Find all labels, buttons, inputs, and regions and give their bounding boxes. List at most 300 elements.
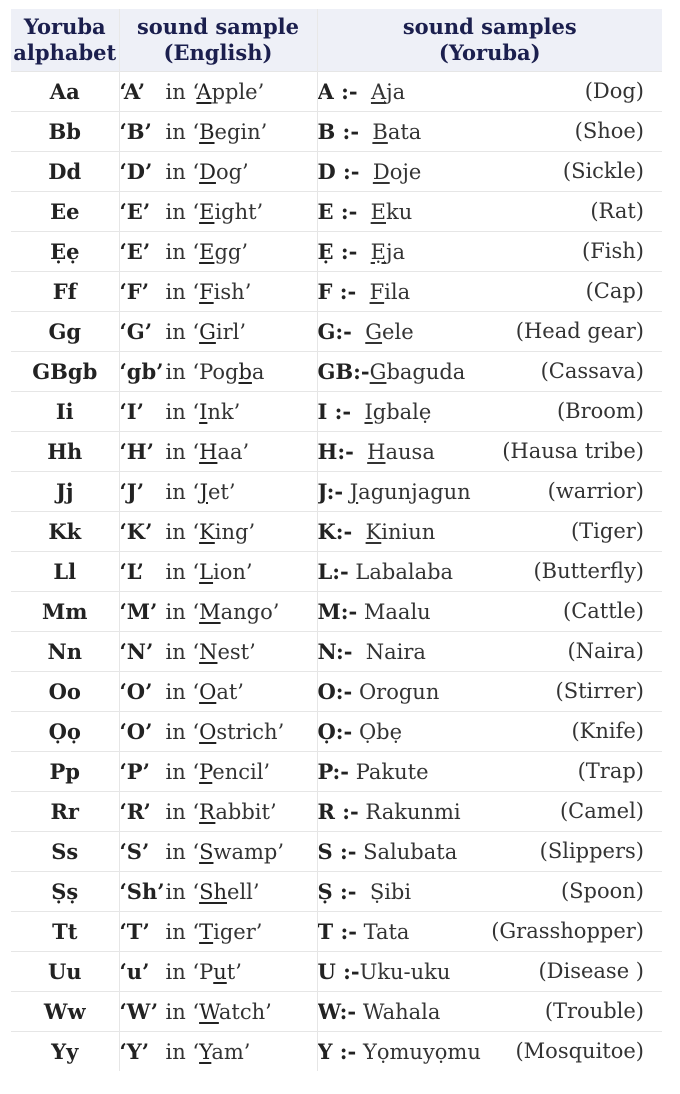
- yoruba-letter-lead: O:-: [317, 679, 353, 704]
- english-sound: ‘D’: [119, 159, 153, 184]
- table-row: [11, 712, 662, 752]
- yoruba-word: Tata: [363, 920, 410, 944]
- yoruba-meaning: (Hausa tribe): [502, 439, 644, 463]
- yoruba-letter-lead: W:-: [317, 999, 357, 1024]
- yoruba-word-space: [356, 880, 369, 904]
- table-header: [11, 9, 662, 72]
- yoruba-word-space: [352, 320, 365, 344]
- english-example-underlined: P: [199, 760, 213, 784]
- yoruba-letter-lead: B :-: [317, 119, 360, 144]
- alphabet-letter: Ww: [11, 992, 119, 1032]
- yoruba-letter-lead: R :-: [317, 799, 359, 824]
- yoruba-sound-sample: [317, 1032, 662, 1072]
- english-example-prefix: in ‘: [165, 880, 200, 904]
- yoruba-word: Naira: [365, 640, 426, 664]
- yoruba-word: oje: [389, 160, 422, 184]
- table-row: [11, 912, 662, 952]
- yoruba-sound-sample: [317, 912, 662, 952]
- alphabet-letter: Ọọ: [11, 712, 119, 752]
- english-example-underlined: E: [199, 240, 215, 264]
- english-sound: ‘I’: [119, 399, 144, 424]
- yoruba-letter-lead: H:-: [317, 439, 354, 464]
- yoruba-meaning: (Sickle): [562, 159, 644, 183]
- english-example-underlined: Sh: [199, 880, 228, 904]
- english-example-prefix: in ‘: [165, 120, 200, 144]
- english-example-prefix: in ‘: [165, 200, 200, 224]
- english-example-suffix: egin’: [214, 120, 268, 144]
- english-example-suffix: et’: [208, 480, 236, 504]
- english-example-underlined: u: [213, 960, 227, 984]
- english-example-underlined: H: [199, 440, 218, 464]
- yoruba-sound-sample: [317, 752, 662, 792]
- yoruba-word: Uku-uku: [359, 960, 451, 984]
- alphabet-letter: Mm: [11, 592, 119, 632]
- english-example-suffix: irl’: [215, 320, 247, 344]
- english-example-prefix: in ‘: [165, 640, 200, 664]
- english-example-prefix: in ‘: [165, 560, 200, 584]
- yoruba-letter-lead: K:-: [317, 519, 353, 544]
- english-sound-sample: [119, 952, 317, 992]
- yoruba-word-space: [349, 760, 356, 784]
- english-sound: ‘P’: [119, 759, 150, 784]
- yoruba-meaning: (Trouble): [544, 999, 644, 1023]
- header-text: (English): [163, 40, 273, 65]
- table-row: [11, 432, 662, 472]
- yoruba-word: gbalẹ: [372, 400, 432, 424]
- english-example-suffix: ango’: [220, 600, 280, 624]
- table-row: [11, 552, 662, 592]
- english-example-suffix: wamp’: [213, 840, 285, 864]
- yoruba-meaning: (Stirrer): [555, 679, 644, 703]
- alphabet-letter: Rr: [11, 792, 119, 832]
- header-text: sound samples: [402, 14, 577, 39]
- yoruba-letter-lead: F :-: [317, 279, 357, 304]
- english-example-prefix: in ‘: [165, 280, 200, 304]
- english-example-prefix: in ‘: [165, 720, 200, 744]
- table-row: [11, 72, 662, 112]
- yoruba-word-space: [356, 1040, 363, 1064]
- english-example-underlined: Y: [199, 1040, 212, 1064]
- header-yoruba-alphabet: [11, 9, 119, 72]
- yoruba-word: Maalu: [363, 600, 431, 624]
- yoruba-meaning: (Butterfly): [533, 559, 644, 583]
- yoruba-word-space: [352, 640, 365, 664]
- english-example-prefix: in ‘: [165, 480, 200, 504]
- header-text: (Yoruba): [438, 40, 541, 65]
- alphabet-letter: Gg: [11, 312, 119, 352]
- yoruba-meaning: (Broom): [556, 399, 644, 423]
- english-sound-sample: [119, 712, 317, 752]
- table-row: [11, 592, 662, 632]
- yoruba-word: iniun: [381, 520, 436, 544]
- table-row: [11, 512, 662, 552]
- yoruba-word: ata: [387, 120, 422, 144]
- alphabet-letter: Yy: [11, 1032, 119, 1072]
- yoruba-word-space: [360, 160, 373, 184]
- alphabet-letter: Nn: [11, 632, 119, 672]
- english-sound: ‘O’: [119, 719, 153, 744]
- english-sound-sample: [119, 232, 317, 272]
- alphabet-letter: Ll: [11, 552, 119, 592]
- english-sound: ‘u’: [119, 959, 150, 984]
- english-sound: ‘gb’: [119, 359, 164, 384]
- yoruba-word-space: [357, 240, 370, 264]
- header-text: sound sample: [136, 14, 300, 39]
- table-row: [11, 1032, 662, 1072]
- yoruba-sound-sample: [317, 672, 662, 712]
- english-sound: ‘B’: [119, 119, 152, 144]
- english-sound: ‘M’: [119, 599, 158, 624]
- yoruba-sound-sample: [317, 512, 662, 552]
- yoruba-letter-lead: L:-: [317, 559, 349, 584]
- english-example-prefix: in ‘: [165, 160, 200, 184]
- header-text: Yoruba: [23, 14, 106, 39]
- yoruba-sound-sample: [317, 992, 662, 1032]
- yoruba-word-space: [354, 440, 367, 464]
- alphabet-letter: Uu: [11, 952, 119, 992]
- english-example-suffix: og’: [215, 160, 249, 184]
- english-example-prefix: in ‘: [165, 840, 200, 864]
- yoruba-letter-lead: Ṣ :-: [317, 879, 357, 904]
- yoruba-sound-sample: [317, 832, 662, 872]
- yoruba-word-underlined: I: [364, 400, 373, 424]
- english-example-suffix: pple’: [211, 80, 265, 104]
- table-row: [11, 872, 662, 912]
- yoruba-meaning: (Knife): [571, 719, 644, 743]
- english-example-underlined: R: [199, 800, 216, 824]
- english-example-prefix: in ‘: [165, 440, 200, 464]
- english-example-underlined: O: [199, 680, 217, 704]
- english-example-underlined: A: [196, 80, 212, 104]
- english-sound-sample: [119, 112, 317, 152]
- yoruba-meaning: (Dog): [584, 79, 644, 103]
- english-example-underlined: I: [199, 400, 208, 424]
- table-row: [11, 152, 662, 192]
- header-text: alphabet: [13, 40, 117, 65]
- yoruba-meaning: (Naira): [567, 639, 644, 663]
- english-example-suffix: gg’: [214, 240, 248, 264]
- english-sound: ‘T’: [119, 919, 150, 944]
- yoruba-word-underlined: G: [365, 320, 383, 344]
- english-example-prefix: in ‘: [165, 520, 200, 544]
- yoruba-word-space: [352, 720, 359, 744]
- english-sound: ‘A’: [119, 79, 146, 104]
- english-example-underlined: N: [199, 640, 218, 664]
- yoruba-word-underlined: Ẹ: [370, 240, 386, 264]
- yoruba-word-underlined: H: [367, 440, 386, 464]
- english-sound: ‘W’: [119, 999, 159, 1024]
- yoruba-sound-sample: [317, 552, 662, 592]
- yoruba-word-space: [343, 480, 350, 504]
- english-example-prefix: in ‘: [165, 400, 200, 424]
- english-example-suffix: am’: [211, 1040, 251, 1064]
- english-sound: ‘S’: [119, 839, 150, 864]
- english-example-suffix: atch’: [218, 1000, 272, 1024]
- yoruba-meaning: (Cassava): [540, 359, 644, 383]
- english-sound-sample: [119, 512, 317, 552]
- alphabet-letter: Pp: [11, 752, 119, 792]
- yoruba-sound-sample: [317, 592, 662, 632]
- english-example-prefix: in ‘: [165, 1000, 200, 1024]
- english-example-suffix: strich’: [216, 720, 285, 744]
- english-sound-sample: [119, 752, 317, 792]
- yoruba-letter-lead: Y :-: [317, 1039, 357, 1064]
- yoruba-sound-sample: [317, 952, 662, 992]
- yoruba-meaning: (Head gear): [515, 319, 644, 343]
- table-row: [11, 672, 662, 712]
- english-example-suffix: t’: [226, 960, 242, 984]
- yoruba-letter-lead: E :-: [317, 199, 358, 224]
- yoruba-word: Yọmuyọmu: [362, 1040, 481, 1064]
- yoruba-letter-lead: D :-: [317, 159, 360, 184]
- table-row: [11, 312, 662, 352]
- yoruba-word-space: [356, 280, 369, 304]
- yoruba-sound-sample: [317, 272, 662, 312]
- english-example-prefix: in ‘: [165, 1040, 200, 1064]
- english-sound-sample: [119, 432, 317, 472]
- english-example-underlined: O: [199, 720, 217, 744]
- english-example-prefix: in ‘: [165, 680, 200, 704]
- english-example-prefix: in ‘P: [165, 960, 214, 984]
- table-row: [11, 632, 662, 672]
- english-example-underlined: S: [199, 840, 214, 864]
- yoruba-word: ele: [382, 320, 414, 344]
- yoruba-letter-lead: A :-: [317, 79, 358, 104]
- english-sound-sample: [119, 552, 317, 592]
- yoruba-word: Ṣibi: [369, 880, 412, 904]
- yoruba-sound-sample: [317, 232, 662, 272]
- english-example-underlined: G: [199, 320, 216, 344]
- yoruba-letter-lead: M:-: [317, 599, 358, 624]
- yoruba-word: Pakute: [355, 760, 429, 784]
- english-sound-sample: [119, 152, 317, 192]
- english-example-underlined: D: [199, 160, 216, 184]
- yoruba-sound-sample: [317, 192, 662, 232]
- yoruba-word: ausa: [385, 440, 435, 464]
- yoruba-meaning: (Fish): [582, 239, 644, 263]
- english-example-suffix: iger’: [213, 920, 263, 944]
- alphabet-letter: Oo: [11, 672, 119, 712]
- yoruba-word-space: [357, 200, 370, 224]
- alphabet-letter: Ii: [11, 392, 119, 432]
- yoruba-meaning: (Mosquitoe): [515, 1039, 644, 1063]
- yoruba-alphabet-table: [11, 9, 662, 1071]
- english-example-suffix: a: [251, 360, 265, 384]
- alphabet-letter: Ṣṣ: [11, 872, 119, 912]
- alphabet-letter: Hh: [11, 432, 119, 472]
- yoruba-sound-sample: [317, 392, 662, 432]
- yoruba-letter-lead: G:-: [317, 319, 352, 344]
- yoruba-sound-sample: [317, 352, 662, 392]
- yoruba-word: Labalaba: [355, 560, 454, 584]
- yoruba-word-space: [357, 600, 364, 624]
- english-sound: ‘K’: [119, 519, 153, 544]
- yoruba-word-space: [359, 120, 372, 144]
- english-sound: ‘G’: [119, 319, 153, 344]
- english-example-suffix: ing’: [214, 520, 256, 544]
- yoruba-meaning: (Cap): [585, 279, 644, 303]
- yoruba-word-underlined: A: [370, 80, 387, 104]
- table-row: [11, 232, 662, 272]
- english-sound-sample: [119, 832, 317, 872]
- alphabet-letter: GBgb: [11, 352, 119, 392]
- yoruba-meaning: (Spoon): [560, 879, 644, 903]
- english-example-suffix: aa’: [217, 440, 250, 464]
- yoruba-letter-lead: P:-: [317, 759, 350, 784]
- yoruba-letter-lead: I :-: [317, 399, 352, 424]
- english-sound: ‘F’: [119, 279, 150, 304]
- yoruba-word: Rakunmi: [365, 800, 461, 824]
- alphabet-letter: Dd: [11, 152, 119, 192]
- yoruba-word-underlined: D: [372, 160, 390, 184]
- yoruba-sound-sample: [317, 152, 662, 192]
- english-sound-sample: [119, 912, 317, 952]
- english-example-underlined: W: [199, 1000, 219, 1024]
- yoruba-meaning: (Shoe): [574, 119, 644, 143]
- english-example-prefix: in ‘: [165, 320, 200, 344]
- english-sound-sample: [119, 992, 317, 1032]
- yoruba-word: ja: [386, 80, 406, 104]
- english-sound: ‘H’: [119, 439, 154, 464]
- alphabet-letter: Ẹẹ: [11, 232, 119, 272]
- yoruba-meaning: (Disease ): [538, 959, 644, 983]
- yoruba-letter-lead: GB:-: [317, 359, 370, 384]
- english-sound-sample: [119, 72, 317, 112]
- yoruba-word: ku: [386, 200, 413, 224]
- english-example-underlined: K: [199, 520, 215, 544]
- english-sound-sample: [119, 872, 317, 912]
- table-row: [11, 472, 662, 512]
- yoruba-word-space: [358, 80, 371, 104]
- english-sound-sample: [119, 1032, 317, 1072]
- yoruba-word: baguda: [386, 360, 466, 384]
- english-example-prefix: in ‘: [165, 600, 200, 624]
- yoruba-sound-sample: [317, 72, 662, 112]
- yoruba-meaning: (Tiger): [570, 519, 644, 543]
- yoruba-word-space: [351, 400, 364, 424]
- table-row: [11, 392, 662, 432]
- english-sound-sample: [119, 312, 317, 352]
- alphabet-letter: Bb: [11, 112, 119, 152]
- english-example-prefix: in ‘Pog: [165, 360, 239, 384]
- english-sound: ‘Y’: [119, 1039, 150, 1064]
- yoruba-word-space: [356, 1000, 363, 1024]
- english-sound: ‘R’: [119, 799, 151, 824]
- english-example-suffix: ion’: [213, 560, 253, 584]
- english-example-underlined: T: [199, 920, 214, 944]
- english-sound: ‘J’: [119, 479, 145, 504]
- english-example-suffix: abbit’: [215, 800, 277, 824]
- table-row: [11, 112, 662, 152]
- header-row: [11, 9, 662, 72]
- yoruba-sound-sample: [317, 112, 662, 152]
- yoruba-letter-lead: Ẹ :-: [317, 239, 358, 264]
- yoruba-word-underlined: E: [370, 200, 386, 224]
- yoruba-word-space: [352, 680, 359, 704]
- english-example-underlined: b: [238, 360, 252, 384]
- alphabet-letter: Ee: [11, 192, 119, 232]
- yoruba-word: Salubata: [363, 840, 458, 864]
- yoruba-sound-sample: [317, 712, 662, 752]
- table-row: [11, 832, 662, 872]
- table-row: [11, 952, 662, 992]
- alphabet-letter: Ss: [11, 832, 119, 872]
- english-example-prefix: in ‘: [165, 920, 200, 944]
- english-example-underlined: B: [199, 120, 215, 144]
- english-sound-sample: [119, 592, 317, 632]
- yoruba-letter-lead: T :-: [317, 919, 357, 944]
- table-row: [11, 272, 662, 312]
- yoruba-word: agunjagun: [358, 480, 471, 504]
- yoruba-word-underlined: K: [365, 520, 382, 544]
- english-example-prefix: in ‘: [165, 800, 200, 824]
- english-example-prefix: in ‘: [165, 760, 200, 784]
- yoruba-letter-lead: U :-: [317, 959, 360, 984]
- english-example-suffix: ish’: [213, 280, 252, 304]
- yoruba-meaning: (Cattle): [563, 599, 644, 623]
- english-sound: ‘O’: [119, 679, 153, 704]
- yoruba-sound-sample: [317, 472, 662, 512]
- english-example-prefix: in ‘: [165, 240, 200, 264]
- english-example-suffix: est’: [217, 640, 256, 664]
- yoruba-meaning: (Grasshopper): [491, 919, 644, 943]
- english-sound-sample: [119, 472, 317, 512]
- alphabet-letter: Tt: [11, 912, 119, 952]
- yoruba-meaning: (Rat): [590, 199, 644, 223]
- english-sound-sample: [119, 672, 317, 712]
- english-sound: ‘L’: [119, 559, 144, 584]
- header-sound-samples-yoruba: [317, 9, 662, 72]
- english-sound: ‘Sh’: [119, 879, 165, 904]
- table-body: [11, 72, 662, 1072]
- english-example-underlined: J: [199, 480, 208, 504]
- english-example-underlined: E: [199, 200, 215, 224]
- english-sound-sample: [119, 632, 317, 672]
- table-row: [11, 792, 662, 832]
- yoruba-meaning: (Slippers): [539, 839, 644, 863]
- yoruba-meaning: (warrior): [547, 479, 644, 503]
- yoruba-letter-lead: Ọ:-: [317, 719, 353, 744]
- yoruba-sound-sample: [317, 872, 662, 912]
- table-row: [11, 752, 662, 792]
- english-example-underlined: M: [199, 600, 221, 624]
- english-example-suffix: encil’: [212, 760, 271, 784]
- yoruba-meaning: (Camel): [559, 799, 644, 823]
- english-example-underlined: F: [199, 280, 214, 304]
- yoruba-word-underlined: J: [349, 480, 359, 504]
- english-sound: ‘E’: [119, 239, 151, 264]
- yoruba-word: Wahala: [362, 1000, 441, 1024]
- english-sound-sample: [119, 792, 317, 832]
- english-example-suffix: nk’: [207, 400, 241, 424]
- yoruba-word-space: [352, 520, 365, 544]
- yoruba-word-space: [357, 920, 364, 944]
- yoruba-word-underlined: B: [372, 120, 388, 144]
- yoruba-word-underlined: G: [369, 360, 387, 384]
- table-row: [11, 992, 662, 1032]
- yoruba-letter-lead: J:-: [317, 479, 344, 504]
- table-row: [11, 192, 662, 232]
- yoruba-sound-sample: [317, 312, 662, 352]
- english-example-underlined: L: [199, 560, 214, 584]
- english-sound: ‘E’: [119, 199, 151, 224]
- english-example-suffix: at’: [216, 680, 244, 704]
- table-row: [11, 352, 662, 392]
- english-sound-sample: [119, 272, 317, 312]
- header-sound-sample-english: [119, 9, 317, 72]
- yoruba-word: ja: [386, 240, 406, 264]
- english-example-suffix: ight’: [214, 200, 264, 224]
